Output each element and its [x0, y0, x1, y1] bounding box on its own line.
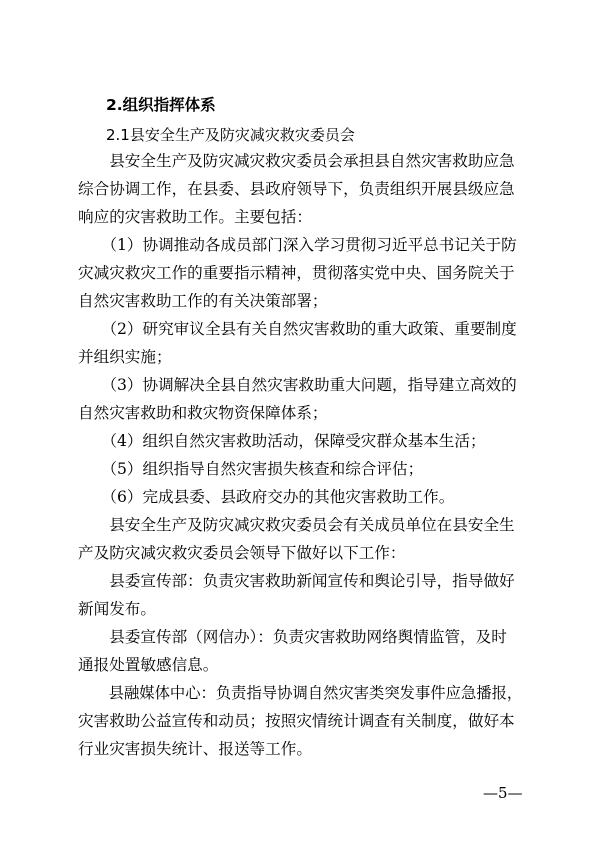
text-line: 行业灾害损失统计、报送等工作。: [78, 740, 312, 758]
text-line: （5）组织指导自然灾害损失核查和综合评估；: [78, 460, 424, 478]
page-number: —5—: [483, 784, 523, 802]
text-line: 灾害救助公益宣传和动员；按照灾情统计调查有关制度，做好本: [78, 712, 515, 730]
text-line: 县融媒体中心：负责指导协调自然灾害类突发事件应急播报，: [78, 684, 523, 702]
text-line: （1）协调推动各成员部门深入学习贯彻习近平总书记关于防: [78, 236, 517, 254]
text-line: 新闻发布。: [78, 600, 156, 618]
text-line: 自然灾害救助工作的有关决策部署；: [78, 292, 328, 310]
text-line: （3）协调解决全县自然灾害救助重大问题，指导建立高效的: [78, 376, 517, 394]
text-line: 县委宣传部（网信办）：负责灾害救助网络舆情监管，及时: [78, 628, 507, 646]
text-line: 产及防灾减灾救灾委员会领导下做好以下工作：: [78, 544, 406, 562]
text-line: （4）组织自然灾害救助活动，保障受灾群众基本生活；: [78, 432, 486, 450]
text-line: 自然灾害救助和救灾物资保障体系；: [78, 404, 328, 422]
text-line: 县委宣传部：负责灾害救助新闻宣传和舆论引导，指导做好: [78, 572, 515, 590]
text-line: （2）研究审议全县有关自然灾害救助的重大政策、重要制度: [78, 320, 517, 338]
text-line: 灾减灾救灾工作的重要指示精神，贯彻落实党中央、国务院关于: [78, 264, 515, 282]
text-line: （6）完成县委、县政府交办的其他灾害救助工作。: [78, 488, 455, 506]
text-line: 县安全生产及防灾减灾救灾委员会有关成员单位在县安全生: [78, 516, 515, 534]
subsection-heading: 2.1县安全生产及防灾减灾救灾委员会: [106, 126, 355, 144]
text-line: 响应的灾害救助工作。主要包括：: [78, 208, 312, 226]
text-line: 综合协调工作，在县委、县政府领导下，负责组织开展县级应急: [78, 180, 515, 198]
section-heading: 2.组织指挥体系: [106, 96, 216, 114]
text-line: 并组织实施；: [78, 348, 172, 366]
text-line: 通报处置敏感信息。: [78, 656, 219, 674]
text-line: 县安全生产及防灾减灾救灾委员会承担县自然灾害救助应急: [78, 152, 515, 170]
